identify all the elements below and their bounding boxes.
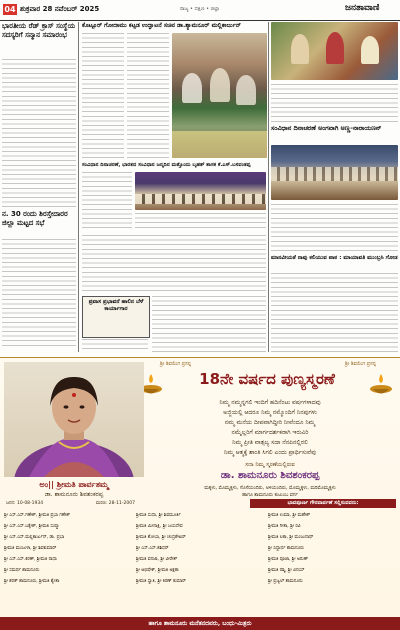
contributor: ಶ್ರೀ ಸಿದ್ದಾರ್ಥ ಶಾಮನೂರು xyxy=(268,546,304,551)
left-headline-1: ಭಾರತೀಯ ರೆಡ್ ಕ್ರಾಸ್ ಸಂಸ್ಥೆಯ ಸದಸ್ಯರಿಗೆ ಸನ್ಮಾನ ಸಮಾರಂಭ xyxy=(2,22,76,39)
column-divider xyxy=(78,22,79,352)
oil-lamp-right-icon xyxy=(368,372,394,398)
tour-box xyxy=(82,296,150,338)
contributor: ಶ್ರೀ ಎಸ್.ಎಸ್.ಗಣೇಶ್, ಶ್ರೀಮತಿ ಪ್ರಭಾ ಗಣೇಶ್ xyxy=(4,513,71,518)
left-headline-2: ನ. 30 ರಂದು ಶಿರಸ್ತೇದಾರರ ಜಿಲ್ಲಾ ಮಟ್ಟದ ಸಭೆ xyxy=(2,210,68,227)
birth-date: ಜನನ: 10-08-1934 xyxy=(6,501,44,506)
contributor: ಶ್ರೀಮತಿ ಮಂಜುಳಾ, ಶ್ರೀ ಶಿವಕುಮಾರ್ xyxy=(4,546,57,551)
right-story-body xyxy=(271,204,398,252)
greeting-right: ಶ್ರೀ ಶಿವಲಿಂಗ ಪ್ರಸನ್ನ xyxy=(345,361,377,367)
left-body-text-2 xyxy=(2,239,76,347)
contributor: ಶ್ರೀಮತಿ ಲತಾ, ಶ್ರೀ ಮಂಜುನಾಥ್ xyxy=(268,535,314,540)
right-top-photo xyxy=(271,22,398,80)
middle-body-bottom-left xyxy=(82,339,148,352)
middle-caption-lines xyxy=(135,213,266,231)
inviter-line: ಸದಾ ನಿಮ್ಮ ಸ್ಮರಣೆಯಲ್ಲಿರುವ xyxy=(245,462,295,468)
contributor: ಶ್ರೀಮತಿ ಸ್ವಾತಿ, ಶ್ರೀ ಕಿರಣ್ ಕುಮಾರ್ xyxy=(136,579,186,584)
memorial-ad xyxy=(0,357,400,630)
contributor: ಶ್ರೀಮತಿ ಶೋಭಾ, ಶ್ರೀ ಚಂದ್ರಶೇಖರ್ xyxy=(136,535,186,540)
right-story-subhead: ಮಾನವೀಯತೆ ನಾವು ಕಲಿಯುವ ಪಾಠ : ಮಾಯಾವತಿ ಮುಂಬ್ರಸಿ ಗೋಡ xyxy=(271,255,398,261)
verse-line: ನಿಮ್ಮ ಆತ್ಮಕ್ಕೆ ಶಾಂತಿ ಸಿಗಲಿ ಎಂದು ಪ್ರಾರ್ಥಿಸುವೆವು xyxy=(224,449,316,456)
contributor: ಶ್ರೀ ಸಮರ್ಥ ಶಾಮನೂರು xyxy=(4,568,40,573)
top-story-body-col-2 xyxy=(127,33,169,161)
left-column xyxy=(2,22,76,352)
page-number: 04 xyxy=(4,5,16,14)
contributor: ಶ್ರೀ ಎಸ್.ಎಸ್.ಬಕ್ಕೇಶ್, ಶ್ರೀಮತಿ ಸುಷ್ಮಾ xyxy=(4,524,60,529)
contributor: ಶ್ರೀಮತಿ ರಶ್ಮಿ, ಶ್ರೀ ವಿನಯ್ xyxy=(268,568,305,573)
middle-body-cols xyxy=(82,235,266,293)
family-line-2: ಹಾಗೂ ಶಾಮನೂರು ಕುಟುಂಬ ವರ್ಗ xyxy=(242,493,298,498)
contributor: ಶ್ರೀ ಶರತ್ ಶಾಮನೂರು, ಶ್ರೀಮತಿ ಶ್ವೇತಾ xyxy=(4,579,60,584)
contributor: ಶ್ರೀಮತಿ ಮೀನಾಕ್ಷಿ, ಶ್ರೀ ಜಯದೇವ xyxy=(136,524,183,529)
verse-line: ನಿಮ್ಮ ಪ್ರೀತಿ ವಾತ್ಸಲ್ಯ ಸದಾ ನೆನಪಿನಲ್ಲಿರಲಿ xyxy=(232,439,308,446)
event-photo-crowd xyxy=(172,33,267,158)
contributor: ಶ್ರೀ ಎಸ್.ಎಸ್.ಕಿರಣ್, ಶ್ರೀಮತಿ ರಾಧಾ xyxy=(4,557,57,562)
contributor: ಶ್ರೀಮತಿ ಪೂಜಾ, ಶ್ರೀ ಅರುಣ್ xyxy=(268,557,309,562)
contributors-col-1 xyxy=(4,510,132,587)
section-tag: ರಾಜ್ಯ • ದಕ್ಷಿಣ • ಜಿಲ್ಲಾ xyxy=(180,6,220,12)
tour-box-headline: ಪ್ರವಾಸ ಪ್ರಭಾವನೆ ಹಾಲಿನ ಬೆಳೆ ಕಾರ್ಯಾಗಾರ xyxy=(88,299,144,312)
verse-line: ಅಜ್ಜಿಯಲ್ಲಿ ಆದರೂ ನಿಮ್ಮ ನಮ್ಮೊಂದಿಗೆ ನಿನಪುಗಳು xyxy=(223,409,317,416)
verse-line: ನಮ್ಮ ಮನೆಯ ದೀಪವಾಗಿದ್ದೀರಿ ನೀವೆಂದೂ ನಿಮ್ಮ xyxy=(224,419,316,426)
contributor: ಶ್ರೀ ಅಭಿಷೇಕ್, ಶ್ರೀಮತಿ ಅಕ್ಷತಾ xyxy=(136,568,179,573)
verse-block xyxy=(150,398,390,458)
top-story-body-col-1 xyxy=(82,33,124,161)
right-story-photo xyxy=(271,145,398,200)
right-story-headline: ಸಂವಿಧಾನ ದಿನಾಚರಣೆ ಅಂಗವಾಗಿ ಅಣ್ಣ-ನಾರಾಯಣನ್ xyxy=(271,124,382,132)
masthead xyxy=(0,0,400,21)
contributor: ಶ್ರೀಮತಿ ಸುಧಾ, ಶ್ರೀ ಶಿವಮೂರ್ತಿ xyxy=(136,513,181,518)
anniversary-title: 18ನೇ ವರ್ಷದ ಪುಣ್ಯಸ್ಮರಣೆ xyxy=(199,370,335,388)
contributor: ಶ್ರೀ ಎಸ್.ಎಸ್.ಶಶಿಧರ್ xyxy=(136,546,169,551)
person-name: ಅಂ|| ಶ್ರೀಮತಿ ಪಾರ್ವತಮ್ಮ xyxy=(39,480,109,489)
portrait-photo xyxy=(4,362,144,477)
paper-name: ಜನತಾವಾಣಿ xyxy=(345,3,380,13)
issue-date: ಶುಕ್ರವಾರ 28 ನವೆಂಬರ್ 2025 xyxy=(20,5,100,13)
tribute-banner-text: ಭಾವಪೂರ್ಣ ಗೌರವಾರ್ಪಣೆ ಸಲ್ಲಿಸುವವರು: xyxy=(287,500,359,506)
stage-photo xyxy=(135,172,266,210)
top-story-headline: ಕೊಟ್ಟೂರ್ ಗೋದಾಮು ಕಟ್ಟಡ ಉದ್ಘಾಟನೆ ಸಚಿವ ಡಾ.ಶ್ಯಾಮನೂರ್ ಮಲ್ಲಿಕಾರ್ಜುನ್ xyxy=(82,22,241,29)
memorial-footer xyxy=(0,617,400,630)
contributors-col-2 xyxy=(136,510,264,587)
tribute-banner xyxy=(250,499,396,508)
contributor: ಶ್ರೀ ಪ್ರಜ್ವಲ್ ಶಾಮನೂರು xyxy=(268,579,303,584)
person-spouse: ಡಾ. ಶಾಮನೂರು ಶಿವಶಂಕರಪ್ಪ xyxy=(44,491,104,498)
contributor: ಶ್ರೀಮತಿ ಉಮಾ, ಶ್ರೀ ಮಹೇಶ್ xyxy=(268,513,311,518)
death-date: ಮರಣ: 28-11-2007 xyxy=(96,501,135,506)
right-top-body xyxy=(271,84,398,122)
right-story-body-2 xyxy=(271,273,398,352)
verse-line: ನಮ್ಮೆಲ್ಲರಿಗೆ ಮಾರ್ಗದರ್ಶಕರಾಗಿ ಇರುವಿರಿ xyxy=(231,429,309,436)
inviter-name: ಡಾ. ಶಾಮನೂರು ಶಿವಶಂಕರಪ್ಪ xyxy=(220,470,320,481)
contributor: ಶ್ರೀಮತಿ ಗೀತಾ, ಶ್ರೀ ರವಿ xyxy=(268,524,301,529)
family-line: ಮಕ್ಕಳು, ಮೊಮ್ಮಕ್ಕಳು, ಸೊಸೆಯಂದಿರು, ಅಳಿಯಂದಿರು, ಮೊಮ್ಮಕ್ಕಳು, ಮರಿಮೊಮ್ಮಕ್ಕಳು xyxy=(204,486,336,491)
middle-body-left xyxy=(82,172,132,232)
contributor: ಶ್ರೀಮತಿ ವನಜಾ, ಶ್ರೀ ವೀರೇಶ್ xyxy=(136,557,178,562)
memorial-footer-text: ಹಾಗೂ ಶಾಮನೂರು ಮನೆತನದವರು, ಬಂಧು-ಮಿತ್ರರು xyxy=(148,620,252,627)
verse-line: ನಿಮ್ಮ ನಮ್ಮನ್ನಗಲಿ ಇಂದಿಗೆ ಹದಿನೆಂಟು ವರ್ಷಗಳಾದವು xyxy=(219,399,321,406)
left-body-text-1 xyxy=(2,59,76,207)
greeting-left: ಶ್ರೀ ಶಿವಲಿಂಗ ಪ್ರಸನ್ನ xyxy=(160,361,192,367)
middle-body-bottom xyxy=(152,296,266,352)
contributors-col-3 xyxy=(268,510,396,587)
middle-story-headline: ಸಂವಿಧಾನ ದಿನಾಚರಣೆ, ಭಾರತದ ಸಂವಿಧಾನ ಜನ್ಮದಿನ ಮತ್ತೊಂದು ಬೃಹತ್ ಶಾಸಕ ಕೆ.ಎಸ್.ಬಸವಂತಪ್ಪ xyxy=(82,162,251,168)
contributor: ಶ್ರೀ ಎಸ್.ಎಸ್.ಮಲ್ಲಿಕಾರ್ಜುನ್, ಡಾ. ಪ್ರಭಾ xyxy=(4,535,65,540)
column-divider xyxy=(268,22,269,352)
